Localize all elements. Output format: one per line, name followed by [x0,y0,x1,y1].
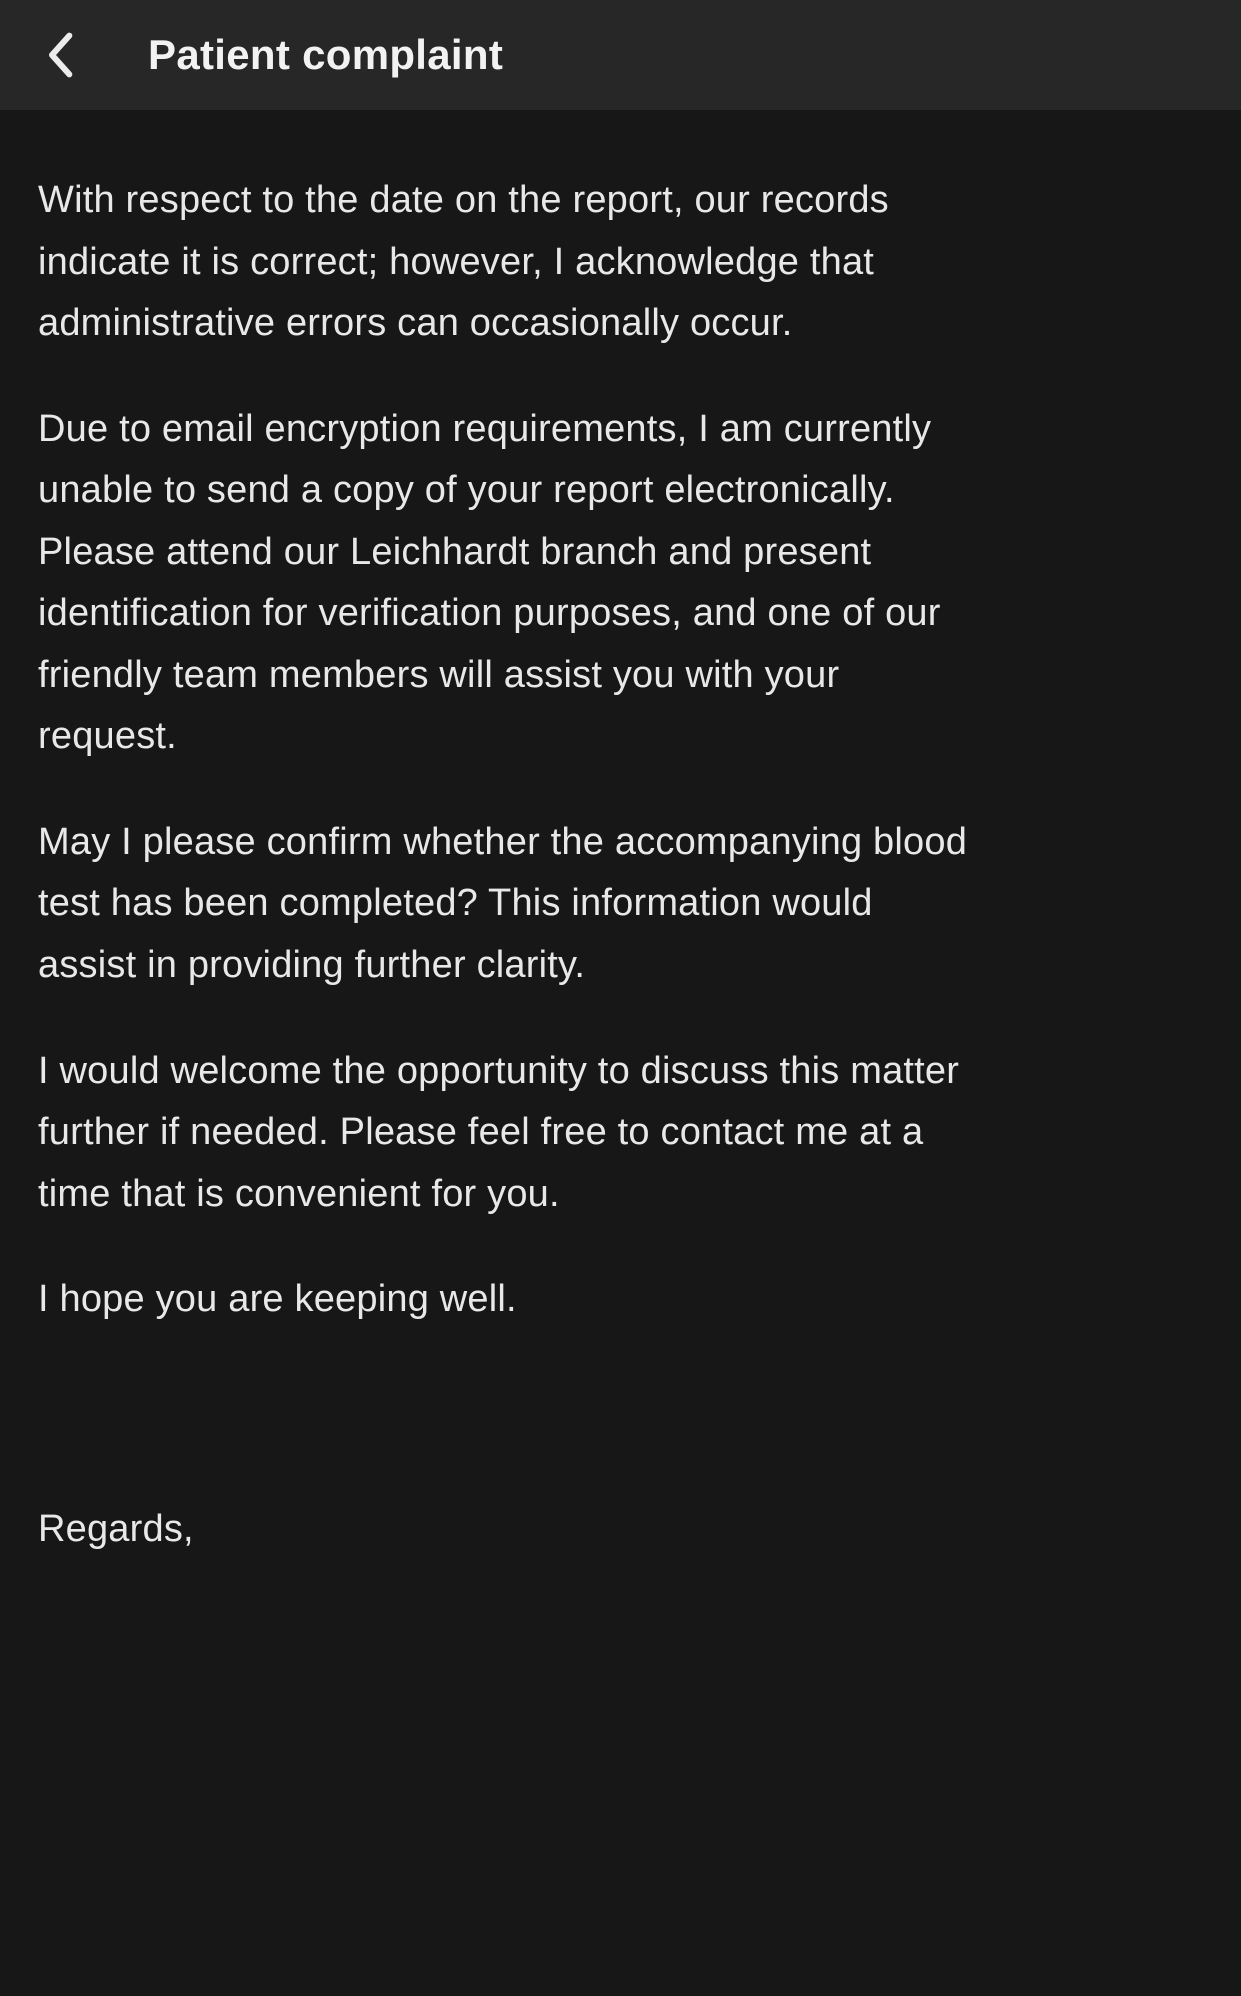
message-paragraph: I hope you are keeping well. [38,1278,517,1321]
message-paragraph: I would welcome the opportunity to discuss this matter further if needed. Please feel free to contact me at a time that is convenient for you. [38,1049,960,1215]
message-signoff: Regards, [38,1507,194,1550]
app-header [0,0,1241,110]
message-paragraph: Due to email encryption requirements, I am currently unable to send a copy of your report electronically. Please attend our Leichhardt branch and present identification for verification purposes, and one of our friendly team members will assist you with your request. [38,407,941,758]
message-body [0,110,1241,1560]
message-paragraph: May I please confirm whether the accompanying blood test has been completed? This information would assist in providing further clarity. [38,820,968,987]
page-title: Patient complaint [148,31,504,78]
chevron-left-icon [44,31,76,79]
message-paragraph: With respect to the date on the report, our records indicate it is correct; however, I acknowledge that administrative errors can occasionally occur. [38,179,889,345]
back-button[interactable] [44,19,100,91]
